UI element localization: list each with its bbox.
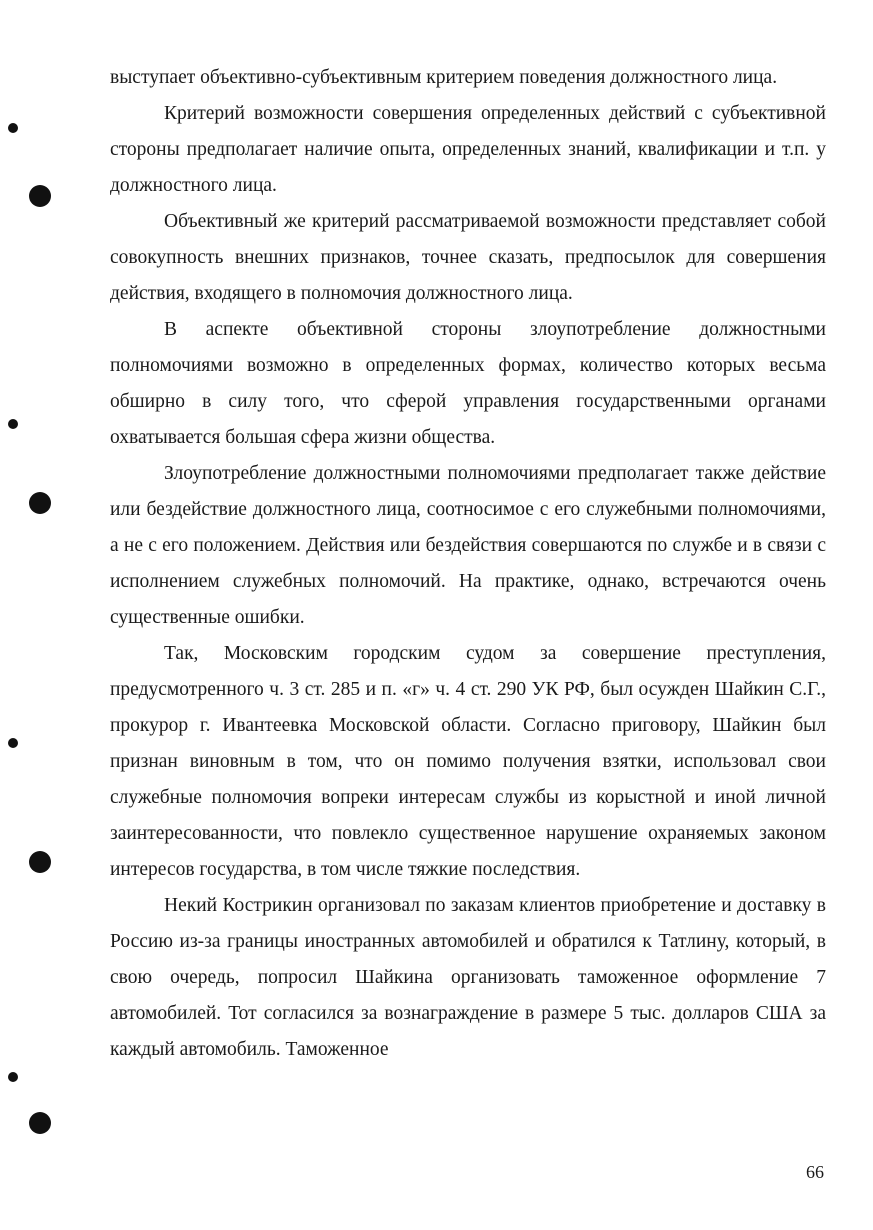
punch-hole-mark — [8, 738, 18, 748]
page-number: 66 — [806, 1162, 824, 1182]
paragraph: Объективный же критерий рассматриваемой возможности представляет собой совокупность внешних признаков, точнее сказать, предпосылок для совершения действия, входящего в полномочия должностного лица. — [110, 211, 826, 304]
punch-hole — [29, 185, 51, 207]
punch-hole — [29, 492, 51, 514]
paragraph: Некий Кострикин организовал по заказам клиентов приобретение и доставку в Россию из-за границы иностранных автомобилей и обратился к Татлину, который, в свою очередь, попросил Шайкина организовать таможенное оформление 7 автомобилей. Тот согласился за вознаграждение в размере 5 тыс. долларов США за каждый автомобиль. Таможенное — [110, 895, 826, 1060]
paragraph: Злоупотребление должностными полномочиями предполагает также действие или бездействие должностного лица, соотносимое с его служебными полномочиями, а не с его положением. Действия или бездействия совершаются по службе и в связи с исполнением служебных полномочий. На практике, однако, встречаются очень существенные ошибки. — [110, 463, 826, 628]
body-text — [110, 60, 826, 1068]
punch-hole-mark — [8, 123, 18, 133]
paragraph: Так, Московским городским судом за совершение преступления, предусмотренного ч. 3 ст. 285 и п. «г» ч. 4 ст. 290 УК РФ, был осужден Шайкин С.Г., прокурор г. Ивантеевка Московской области. Согласно приговору, Шайкин был признан виновным в том, что он помимо получения взятки, использовал свои служебные полномочия вопреки интересам службы из корыстной и иной личной заинтересованности, что повлекло существенное нарушение охраняемых законом интересов государства, в том числе тяжкие последствия. — [110, 643, 826, 880]
punch-hole-mark — [8, 1072, 18, 1082]
punch-hole — [29, 851, 51, 873]
paragraph: выступает объективно-субъективным критерием поведения должностного лица. — [110, 67, 778, 88]
punch-hole — [29, 1112, 51, 1134]
punch-hole-mark — [8, 419, 18, 429]
paragraph: Критерий возможности совершения определенных действий с субъективной стороны предполагает наличие опыта, определенных знаний, квалификации и т.п. у должностного лица. — [110, 103, 826, 196]
paragraph: В аспекте объективной стороны злоупотребление должностными полномочиями возможно в определенных формах, количество которых весьма обширно в силу того, что сферой управления государственными органами охватывается большая сфера жизни общества. — [110, 319, 826, 448]
